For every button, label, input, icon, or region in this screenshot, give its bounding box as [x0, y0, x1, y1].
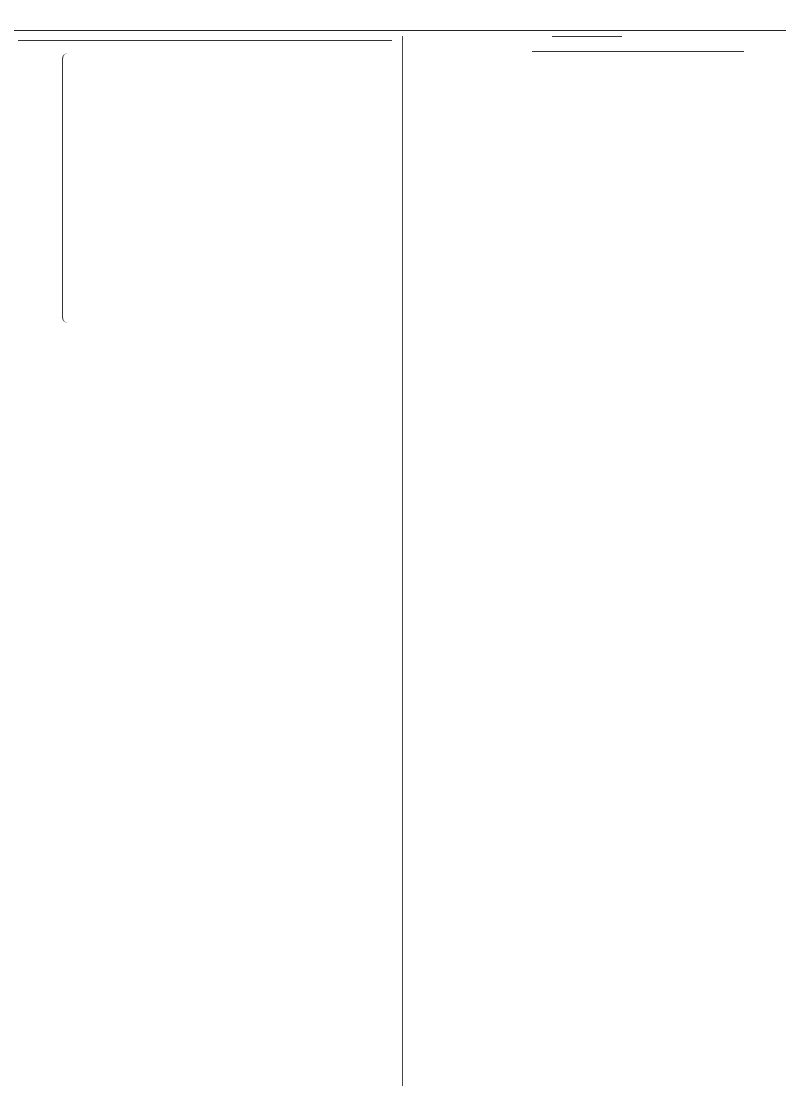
sq-total-label	[502, 37, 552, 42]
saint-quentin-table	[502, 36, 622, 41]
deces-brace	[62, 53, 69, 323]
section-separator	[18, 40, 392, 41]
column-divider	[402, 36, 403, 1086]
sq-total-value	[552, 37, 622, 42]
page-header	[14, 6, 786, 31]
left-column	[18, 36, 392, 68]
end-separator	[532, 51, 744, 52]
right-column	[412, 36, 784, 68]
newspaper-page	[14, 6, 786, 1089]
